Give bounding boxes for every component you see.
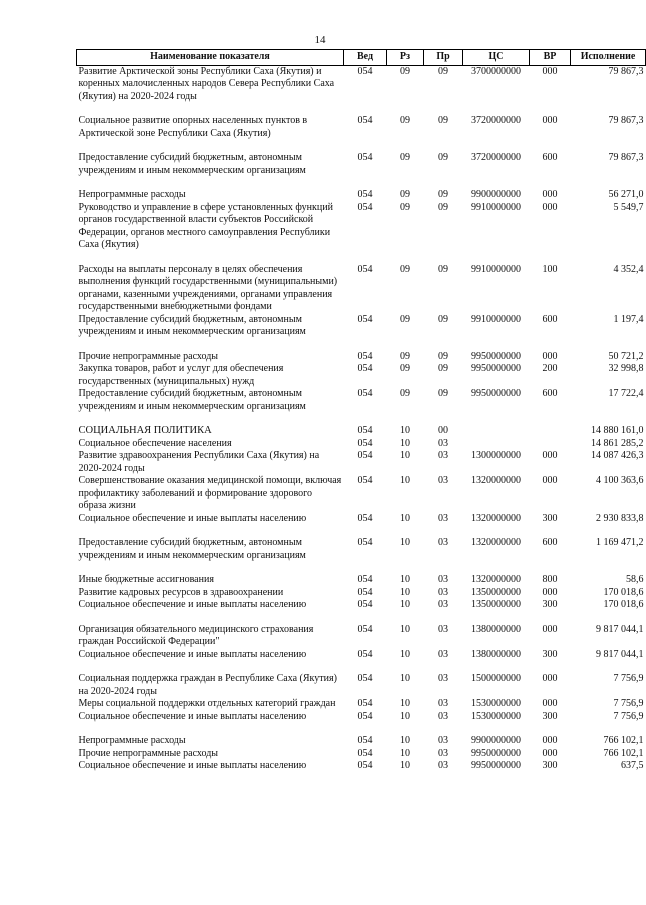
table-row: [77, 140, 646, 177]
cell-name: Закупка товаров, работ и услуг для обеспечения государственных (муниципальных) нужд: [78, 363, 284, 387]
cell-name: Расходы на выплаты персоналу в целях обеспечения выполнения функций государственными (муниципальными) органами, казенными учреждениями, органами управления государственными внебюджетными фондами: [78, 263, 338, 312]
cell-isp: 14 861 285,2: [591, 437, 644, 449]
table-row: [77, 413, 646, 438]
cell-vr: 000: [542, 586, 558, 598]
cell-name: Предоставление субсидий бюджетным, автономным учреждениям и иным некоммерческим организациям: [78, 152, 306, 176]
cell-ved: 054: [357, 599, 373, 610]
table-row: [77, 177, 646, 202]
cell-ved: 054: [357, 735, 373, 746]
table-row: [77, 562, 646, 587]
cell-isp: 9 817 044,1: [596, 623, 644, 635]
cell-vr: 000: [542, 201, 558, 213]
cell-pr: 09: [438, 363, 448, 374]
cell-rz: 10: [400, 599, 410, 610]
cell-cs: 9910000000: [471, 313, 521, 325]
cell-rz: 10: [400, 735, 410, 746]
cell-name: Прочие непрограммные расходы: [78, 747, 219, 759]
cell-ved: 054: [357, 623, 373, 635]
cell-ved: 054: [357, 512, 373, 524]
cell-cs: 1320000000: [471, 512, 521, 524]
cell-rz: 10: [400, 710, 410, 722]
cell-isp: 9 817 044,1: [596, 648, 644, 660]
cell-rz: 10: [400, 425, 410, 436]
cell-cs: 9910000000: [471, 263, 521, 275]
cell-cs: 1320000000: [471, 475, 521, 486]
cell-vr: 000: [542, 115, 558, 126]
cell-ved: 054: [357, 65, 373, 77]
cell-vr: 600: [542, 388, 558, 399]
cell-isp: 14 087 426,3: [591, 450, 644, 461]
cell-rz: 09: [400, 115, 410, 126]
table-row: [77, 65, 646, 103]
table-row: [77, 252, 646, 314]
table-row: [77, 202, 646, 252]
cell-pr: 03: [438, 747, 448, 759]
cell-rz: 10: [400, 760, 410, 771]
cell-pr: 09: [438, 115, 448, 126]
cell-name: Социальное развитие опорных населенных пунктов в Арктической зоне Республики Саха (Якутия): [78, 115, 308, 139]
cell-cs: 9900000000: [471, 189, 521, 200]
cell-name: Меры социальной поддержки отдельных категорий граждан: [78, 698, 336, 709]
cell-pr: 00: [438, 425, 448, 436]
cell-vr: 600: [542, 537, 558, 548]
cell-cs: 1320000000: [471, 537, 521, 548]
table-row: [77, 438, 646, 451]
cell-isp: 170 018,6: [603, 586, 644, 598]
table-row: [77, 612, 646, 649]
cell-pr: 03: [438, 537, 448, 548]
cell-name: Социальное обеспечение и иные выплаты населению: [78, 760, 307, 771]
cell-rz: 09: [400, 65, 410, 77]
cell-vr: [530, 413, 571, 438]
cell-rz: 09: [400, 363, 410, 374]
cell-ved: 054: [357, 648, 373, 660]
cell-cs: 1320000000: [471, 574, 521, 585]
cell-vr: 200: [542, 363, 558, 374]
cell-name: СОЦИАЛЬНАЯ ПОЛИТИКА: [78, 425, 212, 436]
cell-cs: 1380000000: [471, 648, 521, 660]
cell-vr: 000: [542, 735, 558, 746]
cell-vr: 300: [542, 599, 558, 610]
cell-isp: 32 998,8: [608, 363, 644, 374]
cell-vr: 300: [542, 710, 558, 722]
cell-cs: 1380000000: [471, 623, 521, 635]
table-row: [77, 475, 646, 513]
cell-pr: 09: [438, 152, 448, 163]
cell-rz: 10: [400, 623, 410, 635]
cell-vr: 600: [542, 313, 558, 325]
cell-ved: 054: [357, 574, 373, 585]
cell-ved: 054: [357, 313, 373, 325]
cell-vr: 600: [542, 152, 558, 163]
table-row: [77, 711, 646, 724]
cell-isp: 14 880 161,0: [591, 425, 644, 436]
cell-cs: 1350000000: [471, 599, 521, 610]
table-row: [77, 450, 646, 475]
cell-pr: 03: [438, 648, 448, 660]
table-body: [77, 65, 646, 773]
cell-vr: 100: [542, 263, 558, 275]
cell-ved: 054: [357, 586, 373, 598]
cell-vr: 000: [542, 350, 558, 362]
cell-isp: 7 756,9: [613, 698, 644, 709]
cell-rz: 10: [400, 537, 410, 548]
cell-ved: 054: [357, 710, 373, 722]
cell-pr: 09: [438, 65, 448, 77]
cell-cs: 9950000000: [471, 350, 521, 362]
cell-isp: 58,6: [626, 574, 644, 585]
cell-ved: 054: [357, 437, 373, 449]
header-cs: ЦС: [463, 50, 530, 66]
cell-vr: 000: [542, 65, 558, 77]
table-row: [77, 698, 646, 711]
header-ved: Вед: [344, 50, 387, 66]
cell-cs: 3720000000: [471, 152, 521, 163]
table-row: [77, 525, 646, 562]
budget-table: [76, 49, 646, 773]
cell-pr: 03: [438, 760, 448, 771]
table-row: [77, 649, 646, 662]
cell-rz: 10: [400, 512, 410, 524]
cell-vr: 000: [542, 189, 558, 200]
cell-ved: 054: [357, 425, 373, 436]
cell-vr: 000: [542, 747, 558, 759]
cell-vr: 000: [542, 698, 558, 709]
cell-isp: 5 549,7: [613, 201, 644, 213]
cell-vr: 300: [542, 760, 558, 771]
cell-name: Социальное обеспечение и иные выплаты населению: [78, 648, 307, 660]
cell-rz: 10: [400, 450, 410, 461]
cell-pr: 09: [438, 189, 448, 200]
cell-name: Социальное обеспечение и иные выплаты населению: [78, 710, 307, 722]
cell-ved: 054: [357, 189, 373, 200]
cell-isp: 50 721,2: [608, 350, 644, 362]
cell-ved: 054: [357, 263, 373, 275]
cell-ved: 054: [357, 760, 373, 771]
cell-vr: 000: [542, 475, 558, 486]
cell-pr: 03: [438, 574, 448, 585]
cell-ved: 054: [357, 475, 373, 486]
cell-name: Социальное обеспечение населения: [78, 437, 232, 449]
cell-isp: 1 197,4: [613, 313, 644, 325]
cell-name: Социальное обеспечение и иные выплаты населению: [78, 512, 307, 524]
cell-rz: 10: [400, 437, 410, 449]
cell-rz: 09: [400, 189, 410, 200]
header-vr: ВР: [530, 50, 571, 66]
header-rz: Рз: [387, 50, 424, 66]
cell-rz: 10: [400, 574, 410, 585]
cell-vr: 300: [542, 512, 558, 524]
cell-rz: 09: [400, 313, 410, 325]
cell-pr: 09: [438, 388, 448, 399]
cell-cs: 1500000000: [471, 673, 521, 684]
cell-ved: 054: [357, 152, 373, 163]
cell-rz: 10: [400, 648, 410, 660]
table-row: [77, 314, 646, 339]
cell-rz: 09: [400, 152, 410, 163]
cell-name: Совершенствование оказания медицинской помощи, включая профилактику заболеваний и формирование здорового образа жизни: [78, 475, 342, 511]
cell-ved: 054: [357, 747, 373, 759]
cell-name: Развитие кадровых ресурсов в здравоохранении: [78, 586, 284, 598]
table-row: [77, 748, 646, 761]
table-row: [77, 760, 646, 773]
cell-cs: 1350000000: [471, 586, 521, 598]
table-row: [77, 723, 646, 748]
cell-ved: 054: [357, 363, 373, 374]
table-row: [77, 587, 646, 600]
cell-cs: 1300000000: [471, 450, 521, 461]
cell-vr: [530, 438, 571, 451]
cell-pr: 03: [438, 623, 448, 635]
cell-rz: 10: [400, 698, 410, 709]
cell-vr: 000: [542, 673, 558, 684]
cell-ved: 054: [357, 388, 373, 399]
cell-pr: 03: [438, 586, 448, 598]
cell-cs: 9950000000: [471, 760, 521, 771]
table-row: [77, 103, 646, 140]
cell-pr: 03: [438, 599, 448, 610]
cell-name: Непрограммные расходы: [78, 735, 186, 746]
cell-isp: 17 722,4: [608, 388, 644, 399]
cell-cs: 9950000000: [471, 363, 521, 374]
cell-isp: 766 102,1: [603, 735, 644, 746]
cell-pr: 09: [438, 313, 448, 325]
table-row: [77, 388, 646, 413]
cell-name: Социальное обеспечение и иные выплаты населению: [78, 599, 307, 610]
cell-name: Предоставление субсидий бюджетным, автономным учреждениям и иным некоммерческим организациям: [78, 537, 306, 561]
cell-isp: 56 271,0: [608, 189, 644, 200]
cell-isp: 7 756,9: [613, 673, 644, 684]
table-header-row: [77, 50, 646, 66]
cell-name: Развитие здравоохранения Республики Саха (Якутия) на 2020-2024 годы: [78, 450, 320, 474]
cell-rz: 09: [400, 350, 410, 362]
cell-vr: 300: [542, 648, 558, 660]
cell-isp: 4 100 363,6: [596, 475, 644, 486]
header-name: Наименование показателя: [77, 50, 344, 66]
cell-pr: 03: [438, 710, 448, 722]
cell-vr: 000: [542, 450, 558, 461]
cell-ved: 054: [357, 450, 373, 461]
cell-rz: 09: [400, 263, 410, 275]
cell-isp: 766 102,1: [603, 747, 644, 759]
cell-pr: 03: [438, 735, 448, 746]
cell-rz: 10: [400, 586, 410, 598]
cell-cs: 3700000000: [471, 65, 521, 77]
cell-rz: 09: [400, 388, 410, 399]
cell-pr: 03: [438, 437, 448, 449]
table-row: [77, 661, 646, 698]
cell-name: Прочие непрограммные расходы: [78, 350, 219, 362]
cell-isp: 79 867,3: [608, 65, 644, 77]
cell-pr: 03: [438, 512, 448, 524]
cell-cs: 9910000000: [471, 201, 521, 213]
cell-ved: 054: [357, 350, 373, 362]
cell-rz: 10: [400, 747, 410, 759]
table-row: [77, 339, 646, 364]
cell-ved: 054: [357, 673, 373, 684]
cell-pr: 03: [438, 450, 448, 461]
cell-cs: 3720000000: [471, 115, 521, 126]
cell-cs: [463, 438, 530, 451]
cell-name: Организация обязательного медицинского страхования граждан Российской Федерации": [78, 623, 314, 647]
cell-pr: 03: [438, 673, 448, 684]
cell-ved: 054: [357, 115, 373, 126]
cell-rz: 10: [400, 475, 410, 486]
cell-ved: 054: [357, 201, 373, 213]
cell-cs: 9950000000: [471, 747, 521, 759]
cell-isp: 1 169 471,2: [596, 537, 644, 548]
cell-name: Развитие Арктической зоны Республики Саха (Якутия) и коренных малочисленных народов Севера Республики Саха (Якутия) на 2020-2024 годы: [78, 65, 335, 102]
cell-cs: 9950000000: [471, 388, 521, 399]
cell-cs: [463, 413, 530, 438]
cell-vr: 000: [542, 623, 558, 635]
cell-isp: 2 930 833,8: [596, 512, 644, 524]
page-number: 14: [314, 34, 326, 46]
cell-rz: 10: [400, 673, 410, 684]
cell-isp: 79 867,3: [608, 152, 644, 163]
cell-isp: 7 756,9: [613, 710, 644, 722]
cell-name: Предоставление субсидий бюджетным, автономным учреждениям и иным некоммерческим организациям: [78, 313, 306, 337]
cell-isp: 4 352,4: [613, 263, 644, 275]
cell-isp: 79 867,3: [608, 115, 644, 126]
cell-pr: 03: [438, 475, 448, 486]
cell-isp: 170 018,6: [603, 599, 644, 610]
cell-name: Социальная поддержка граждан в Республике Саха (Якутия) на 2020-2024 годы: [78, 673, 337, 697]
cell-vr: 800: [542, 574, 558, 585]
header-pr: Пр: [424, 50, 463, 66]
cell-rz: 09: [400, 201, 410, 213]
table-row: [77, 599, 646, 612]
cell-pr: 09: [438, 201, 448, 213]
cell-cs: 9900000000: [471, 735, 521, 746]
cell-isp: 637,5: [621, 760, 644, 771]
cell-pr: 09: [438, 350, 448, 362]
cell-pr: 09: [438, 263, 448, 275]
cell-ved: 054: [357, 537, 373, 548]
cell-ved: 054: [357, 698, 373, 709]
cell-pr: 03: [438, 698, 448, 709]
cell-name: Руководство и управление в сфере установленных функций органов государственной власти субъектов Российской Федерации, органов местного самоуправления Республики Саха (Якутия): [78, 201, 333, 250]
cell-name: Непрограммные расходы: [78, 189, 186, 200]
header-isp: Исполнение: [571, 50, 646, 66]
table-row: [77, 363, 646, 388]
cell-cs: 1530000000: [471, 710, 521, 722]
table-row: [77, 513, 646, 526]
cell-cs: 1530000000: [471, 698, 521, 709]
cell-name: Иные бюджетные ассигнования: [78, 574, 214, 585]
cell-name: Предоставление субсидий бюджетным, автономным учреждениям и иным некоммерческим организациям: [78, 388, 306, 412]
